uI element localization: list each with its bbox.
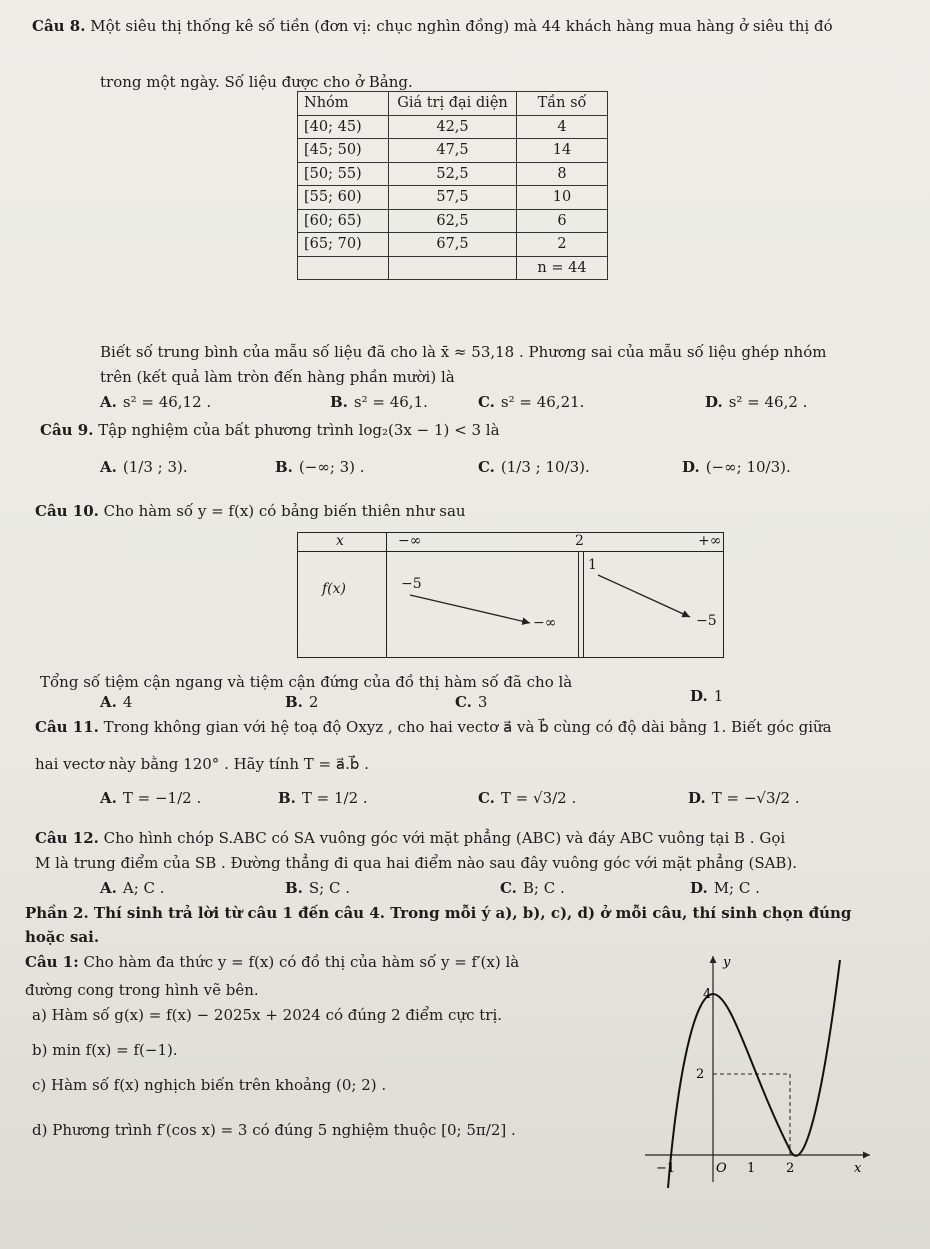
vt-neg-inf: −∞ [398,533,422,549]
part2-statement-a[interactable]: a) Hàm số g(x) = f(x) − 2025x + 2024 có đúng 2 điểm cực trị. [32,1006,503,1024]
q11-text1: Trong không gian với hệ toạ độ Oxyz , cho hai vectơ a⃗ và b⃗ cùng có độ dài bằng 1. Biết góc giữa [103,718,832,736]
q10-option-d[interactable]: D. 1 [690,687,724,705]
table-cell: [55; 60) [298,186,389,210]
part2-q1-text2: đường cong trong hình vẽ bên. [25,981,259,999]
variation-table [297,532,724,658]
table-cell: 42,5 [389,115,517,139]
graph-y2: 2 [696,1067,705,1082]
q12-line1 [35,828,785,848]
table-row [298,115,608,139]
table-cell: 4 [517,115,608,139]
q10-title: Câu 10. [35,502,99,520]
part2-title2: hoặc sai. [25,928,100,946]
table-cell: 67,5 [389,233,517,257]
table-cell: 2 [517,233,608,257]
table-cell: 57,5 [389,186,517,210]
q8-line1 [32,16,833,36]
table-row [298,139,608,163]
graph-xm1: −1 [656,1161,676,1176]
q11-option-a[interactable]: A. T = −1/2 . [100,789,202,807]
vt-pos-inf: +∞ [698,533,722,549]
table-cell: [50; 55) [298,162,389,186]
table-cell: 8 [517,162,608,186]
q11-option-b[interactable]: B. T = 1/2 . [278,789,368,807]
part2-title1: Phần 2. Thí sinh trả lời từ câu 1 đến câu 4. Trong mỗi ý a), b), c), d) ở mỗi câu, thí sinh chọn đúng [25,904,852,922]
table-cell: 14 [517,139,608,163]
q10-option-a[interactable]: A. 4 [100,693,133,711]
table-row [298,209,608,233]
graph-x1: 1 [747,1161,756,1176]
q12-option-a[interactable]: A. A; C . [100,879,165,897]
vt-left-start: −5 [401,576,422,592]
q9-option-d[interactable]: D. (−∞; 10/3). [682,458,791,476]
q8-text3: Biết số trung bình của mẫu số liệu đã cho là x̄ ≈ 53,18 . Phương sai của mẫu số liệu ghép nhóm [100,343,827,361]
q12-text2: M là trung điểm của SB . Đường thẳng đi qua hai điểm nào sau đây vuông góc với mặt phẳng (SAB). [35,854,798,872]
part2-statement-d[interactable]: d) Phương trình f′(cos x) = 3 có đúng 5 nghiệm thuộc [0; 5π/2] . [32,1121,516,1139]
table-cell: 62,5 [389,209,517,233]
table-cell: [40; 45) [298,115,389,139]
frequency-table [297,91,608,280]
graph-origin: O [716,1161,727,1176]
q10-option-b[interactable]: B. 2 [285,693,319,711]
q11-option-d[interactable]: D. T = −√3/2 . [688,789,800,807]
table-cell: 6 [517,209,608,233]
vt-arrow-right [598,575,690,617]
table-row [298,233,608,257]
q11-title: Câu 11. [35,718,99,736]
graph-y4: 4 [703,987,712,1002]
q12-option-d[interactable]: D. M; C . [690,879,760,897]
table-cell: 52,5 [389,162,517,186]
q9-text: Tập nghiệm của bất phương trình log₂(3x − 1) < 3 là [98,421,500,439]
vt-left-end: −∞ [533,615,557,631]
q11-line1 [35,717,832,737]
vt-right-start: 1 [588,557,597,573]
table-row [298,162,608,186]
table-cell: [65; 70) [298,233,389,257]
q8-option-b[interactable]: B. s² = 46,1. [330,393,428,411]
q8-option-d[interactable]: D. s² = 46,2 . [705,393,808,411]
table-total: n = 44 [517,256,608,280]
table-header: Giá trị đại diện [389,92,517,116]
table-header: Nhóm [298,92,389,116]
graph-y-label: y [723,955,731,970]
q10-line [35,501,466,521]
part2-q1-title: Câu 1: [25,953,79,971]
q9-option-a[interactable]: A. (1/3 ; 3). [100,458,188,476]
table-cell: 10 [517,186,608,210]
part2-q1-text1: Cho hàm đa thức y = f(x) có đồ thị của hàm số y = f′(x) là [83,953,520,971]
table-header-row [298,92,608,116]
part2-q1-line1 [25,952,519,972]
q12-option-c[interactable]: C. B; C . [500,879,565,897]
vt-two: 2 [575,533,584,549]
q11-text2: hai vectơ này bằng 120° . Hãy tính T = a⃗.b⃗ . [35,755,369,773]
graph-x2: 2 [786,1161,795,1176]
q8-text2: trong một ngày. Số liệu được cho ở Bảng. [100,73,413,91]
table-cell: [60; 65) [298,209,389,233]
vt-arrow-left [410,595,530,623]
q9-option-b[interactable]: B. (−∞; 3) . [275,458,365,476]
q10-text2: Tổng số tiệm cận ngang và tiệm cận đứng của đồ thị hàm số đã cho là [40,673,573,691]
vt-x-label: x [336,533,344,549]
q8-option-a[interactable]: A. s² = 46,12 . [100,393,212,411]
derivative-graph [640,950,880,1190]
q10-option-c[interactable]: C. 3 [455,693,488,711]
vt-fx-label: f(x) [322,581,347,597]
q8-option-c[interactable]: C. s² = 46,21. [478,393,585,411]
q9-title: Câu 9. [40,421,94,439]
table-header: Tần số [517,92,608,116]
part2-statement-b[interactable]: b) min f(x) = f(−1). [32,1041,178,1059]
graph-x-label: x [854,1161,862,1176]
q11-option-c[interactable]: C. T = √3/2 . [478,789,577,807]
table-row [298,186,608,210]
q8-text4: trên (kết quả làm tròn đến hàng phần mười) là [100,368,455,386]
curve-fprime [668,960,840,1188]
q8-text1: Một siêu thị thống kê số tiền (đơn vị: chục nghìn đồng) mà 44 khách hàng mua hàng ở siêu thị đó [90,17,833,35]
q8-title: Câu 8. [32,17,86,35]
table-cell: 47,5 [389,139,517,163]
vt-arrows [298,533,723,657]
vt-right-end: −5 [696,613,717,629]
q12-title: Câu 12. [35,829,99,847]
table-total-row [298,256,608,280]
q12-text1: Cho hình chóp S.ABC có SA vuông góc với mặt phẳng (ABC) và đáy ABC vuông tại B . Gọi [103,829,786,847]
q12-option-b[interactable]: B. S; C . [285,879,351,897]
q9-line [40,420,500,440]
q9-option-c[interactable]: C. (1/3 ; 10/3). [478,458,590,476]
part2-statement-c[interactable]: c) Hàm số f(x) nghịch biến trên khoảng (0; 2) . [32,1076,387,1094]
table-cell: [45; 50) [298,139,389,163]
q10-text: Cho hàm số y = f(x) có bảng biến thiên như sau [103,502,466,520]
